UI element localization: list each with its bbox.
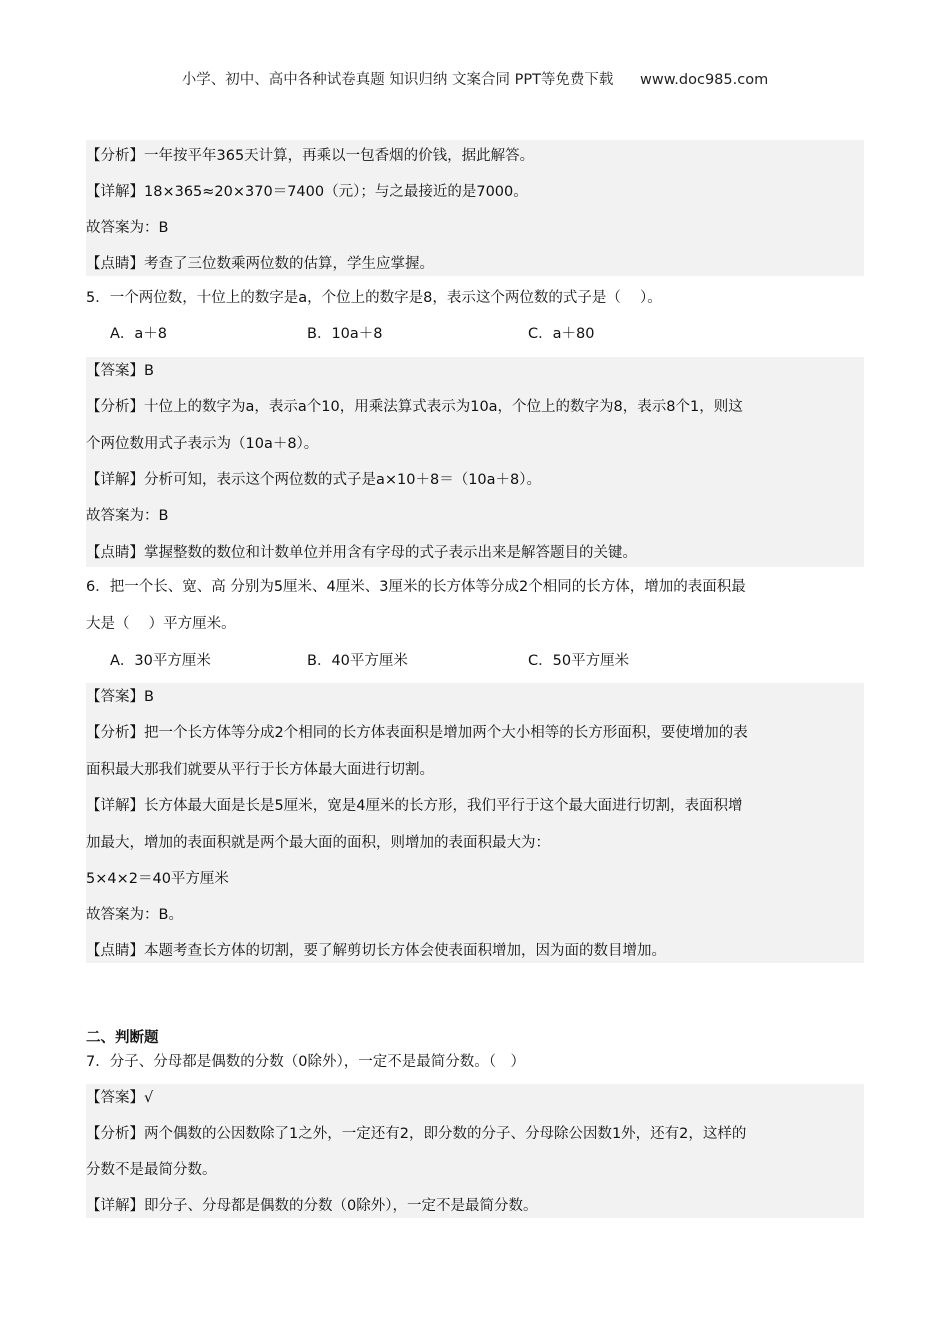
header-site: www.doc985.com xyxy=(640,72,769,88)
q6-option-b: B．40平方厘米 xyxy=(307,653,408,669)
q6-option-c: C．50平方厘米 xyxy=(528,653,630,669)
q5-detail: 【详解】分析可知，表示这个两位数的式子是a×10＋8＝（10a＋8）。 xyxy=(86,472,542,488)
page-header xyxy=(0,68,950,89)
q6-detail-line2: 加最大，增加的表面积就是两个最大面的面积，则增加的表面积最大为： xyxy=(86,835,550,851)
q7-stem: 7．分子、分母都是偶数的分数（0除外），一定不是最简分数。（ ） xyxy=(86,1054,525,1070)
q5-conclusion: 故答案为：B xyxy=(86,508,169,524)
q6-calc: 5×4×2＝40平方厘米 xyxy=(86,871,229,887)
q4-comment: 【点睛】考查了三位数乘两位数的估算，学生应掌握。 xyxy=(86,256,434,272)
q5-comment: 【点睛】掌握整数的数位和计数单位并用含有字母的式子表示出来是解答题目的关键。 xyxy=(86,545,637,561)
q7-answer: 【答案】√ xyxy=(86,1090,154,1106)
q5-solution-block xyxy=(86,357,864,567)
q7-analysis-line1: 【分析】两个偶数的公因数除了1之外，一定还有2，即分数的分子、分母除公因数1外，还有2，这样的 xyxy=(86,1126,747,1142)
q5-stem: 5．一个两位数，十位上的数字是a，个位上的数字是8，表示这个两位数的式子是（ ）。 xyxy=(86,290,662,306)
q6-comment: 【点睛】本题考查长方体的切割，要了解剪切长方体会使表面积增加，因为面的数目增加。 xyxy=(86,943,666,959)
q7-detail: 【详解】即分子、分母都是偶数的分数（0除外），一定不是最简分数。 xyxy=(86,1198,538,1214)
q5-option-a: A．a＋8 xyxy=(110,326,168,342)
q5-option-c: C．a＋80 xyxy=(528,326,595,342)
q4-detail: 【详解】18×365≈20×370＝7400（元）；与之最接近的是7000。 xyxy=(86,184,528,200)
q6-stem-line2: 大是（ ）平方厘米。 xyxy=(86,616,236,632)
q6-analysis-line2: 面积最大那我们就要从平行于长方体最大面进行切割。 xyxy=(86,762,434,778)
q5-analysis-line2: 个两位数用式子表示为（10a＋8）。 xyxy=(86,436,319,452)
section-title: 二、判断题 xyxy=(86,1030,159,1046)
header-text: 小学、初中、高中各种试卷真题 知识归纳 文案合同 PPT等免费下载 xyxy=(181,72,614,88)
q6-detail-line1: 【详解】长方体最大面是长是5厘米，宽是4厘米的长方形，我们平行于这个最大面进行切割，表面积增 xyxy=(86,798,743,814)
q5-answer: 【答案】B xyxy=(86,363,154,379)
q7-analysis-line2: 分数不是最简分数。 xyxy=(86,1162,217,1178)
q6-analysis-line1: 【分析】把一个长方体等分成2个相同的长方体表面积是增加两个大小相等的长方形面积，要使增加的表 xyxy=(86,725,748,741)
q6-conclusion: 故答案为：B。 xyxy=(86,907,183,923)
q6-answer: 【答案】B xyxy=(86,689,154,705)
q4-analysis: 【分析】一年按平年365天计算，再乘以一包香烟的价钱，据此解答。 xyxy=(86,148,535,164)
q4-conclusion: 故答案为：B xyxy=(86,220,169,236)
q6-stem-line1: 6．把一个长、宽、高 分别为5厘米、4厘米、3厘米的长方体等分成2个相同的长方体，增加的表面积最 xyxy=(86,579,746,595)
q5-option-b: B．10a＋8 xyxy=(307,326,383,342)
q5-analysis-line1: 【分析】十位上的数字为a，表示a个10，用乘法算式表示为10a，个位上的数字为8，表示8个1，则这 xyxy=(86,399,743,415)
q6-option-a: A．30平方厘米 xyxy=(110,653,211,669)
